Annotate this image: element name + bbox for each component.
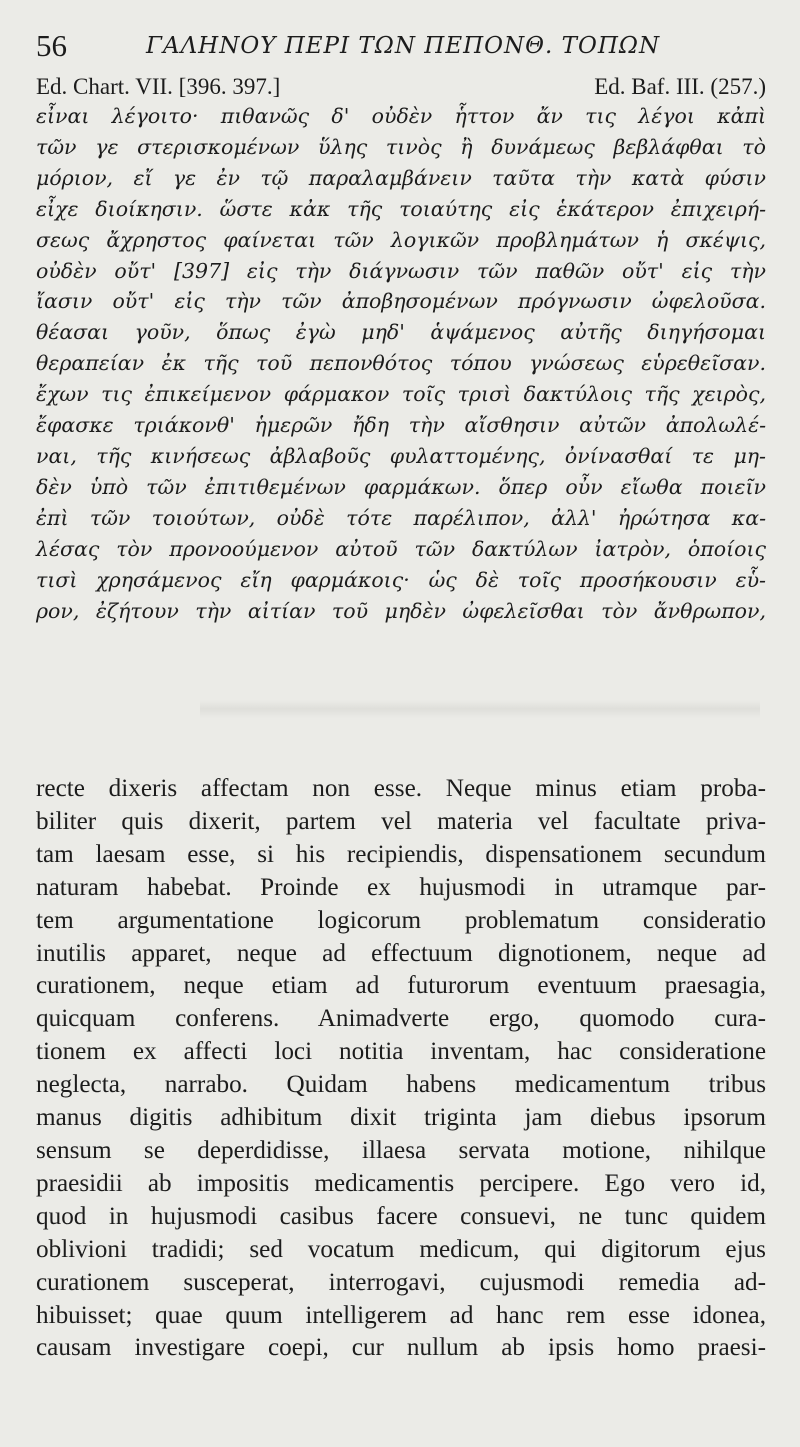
greek-line: εἶναι λέγοιτο· πιθανῶς δ' οὐδὲν ἧττον ἄν τις λέγοι κἀπὶ <box>36 104 766 128</box>
edition-reference-left: Ed. Chart. VII. [396. 397.] <box>36 74 281 99</box>
latin-line: tem argumentatione logicorum problematum consideratio <box>36 906 766 934</box>
greek-text-block <box>36 101 766 626</box>
running-head <box>36 28 766 64</box>
greek-line: οὐδὲν οὔτ' [397] εἰς τὴν διάγνωσιν τῶν παθῶν οὔτ' εἰς τὴν <box>36 258 766 283</box>
greek-line: ἔχων τις ἐπικείμενον φάρμακον τοῖς τρισὶ δακτύλοις τῆς χειρὸς, <box>36 382 766 407</box>
latin-line: quicquam conferens. Animadverte ergo, quomodo cura- <box>36 1005 766 1033</box>
greek-line: ἐπὶ τῶν τοιούτων, οὐδὲ τότε παρέλιπον, ἀλλ' ἠρώτησα κα- <box>36 505 766 530</box>
running-title: ΓΑΛΗΝΟΥ ΠΕΡΙ ΤΩΝ ΠΕΠΟΝΘ. ΤΟΠΩΝ <box>146 33 661 59</box>
latin-line: biliter quis dixerit, partem vel materia vel facultate priva- <box>36 807 766 835</box>
edition-reference-line <box>36 72 766 102</box>
latin-line: naturam habebat. Proinde ex hujusmodi in utramque par- <box>36 873 766 901</box>
greek-line: μόριον, εἴ γε ἐν τῷ παραλαμβάνειν ταῦτα τὴν κατὰ φύσιν <box>36 165 766 190</box>
latin-line: tionem ex affecti loci notitia inventam, hac consideratione <box>36 1038 766 1066</box>
latin-line: praesidii ab impositis medicamentis percipere. Ego vero id, <box>36 1169 766 1197</box>
greek-line: τισὶ χρησάμενος εἴη φαρμάκοις· ὡς δὲ τοῖς προσήκουσιν εὗ- <box>36 567 766 592</box>
edition-reference-right: Ed. Baf. III. (257.) <box>594 74 766 99</box>
latin-line: curationem susceperat, interrogavi, cujusmodi remedia ad- <box>36 1268 766 1296</box>
page-number: 56 <box>36 28 67 63</box>
show-through-ink <box>200 700 760 718</box>
latin-line: causam investigare coepi, cur nullum ab ipsis homo praesi- <box>36 1334 766 1362</box>
latin-line: tam laesam esse, si his recipiendis, dispensationem secundum <box>36 840 766 868</box>
greek-line: ναι, τῆς κινήσεως ἀβλαβοῦς φυλαττομένης, ὀνίνασθαί τε μη- <box>36 443 766 468</box>
greek-line: ἔφασκε τριάκονθ' ἡμερῶν ἤδη τὴν αἴσθησιν αὐτῶν ἀπολωλέ- <box>36 413 766 438</box>
greek-line: ρον, ἐζήτουν τὴν αἰτίαν τοῦ μηδὲν ὠφελεῖσθαι τὸν ἄνθρωπον, <box>36 598 766 623</box>
latin-text-block <box>36 773 766 1365</box>
latin-line: oblivioni tradidi; sed vocatum medicum, qui digitorum ejus <box>36 1235 766 1263</box>
latin-line: inutilis apparet, neque ad effectuum dignotionem, neque ad <box>36 939 766 967</box>
greek-line: δὲν ὑπὸ τῶν ἐπιτιθεμένων φαρμάκων. ὅπερ οὖν εἴωθα ποιεῖν <box>36 474 766 499</box>
greek-line: τῶν γε στερισκομένων ὕλης τινὸς ἢ δυνάμεως βεβλάφθαι τὸ <box>36 134 766 159</box>
greek-line: εἶχε διοίκησιν. ὥστε κἀκ τῆς τοιαύτης εἰς ἑκάτερον ἐπιχειρή- <box>36 196 766 221</box>
greek-line: θεραπείαν ἐκ τῆς τοῦ πεπονθότος τόπου γνώσεως εὑρεθεῖσαν. <box>36 351 766 376</box>
latin-line: manus digitis adhibitum dixit triginta jam diebus ipsorum <box>36 1104 766 1132</box>
latin-line: quod in hujusmodi casibus facere consuevi, ne tunc quidem <box>36 1202 766 1230</box>
greek-line: λέσας τὸν προνοούμενον αὐτοῦ τῶν δακτύλων ἰατρὸν, ὁποίοις <box>36 536 766 561</box>
latin-line: recte dixeris affectam non esse. Neque minus etiam proba- <box>36 775 766 802</box>
latin-line: curationem, neque etiam ad futurorum eventuum praesagia, <box>36 972 766 1000</box>
latin-line: hibuisset; quae quum intelligerem ad hanc rem esse idonea, <box>36 1301 766 1329</box>
greek-line: θέασαι γοῦν, ὅπως ἐγὼ μηδ' ἁψάμενος αὐτῆς διηγήσομαι <box>36 320 766 345</box>
latin-line: sensum se deperdidisse, illaesa servata motione, nihilque <box>36 1136 766 1164</box>
greek-line: σεως ἄχρηστος φαίνεται τῶν λογικῶν προβλημάτων ἡ σκέψις, <box>36 227 766 252</box>
greek-line: ἴασιν οὔτ' εἰς τὴν τῶν ἀποβησομένων πρόγνωσιν ὠφελοῦσα. <box>36 289 766 314</box>
latin-line: neglecta, narrabo. Quidam habens medicamentum tribus <box>36 1071 766 1099</box>
